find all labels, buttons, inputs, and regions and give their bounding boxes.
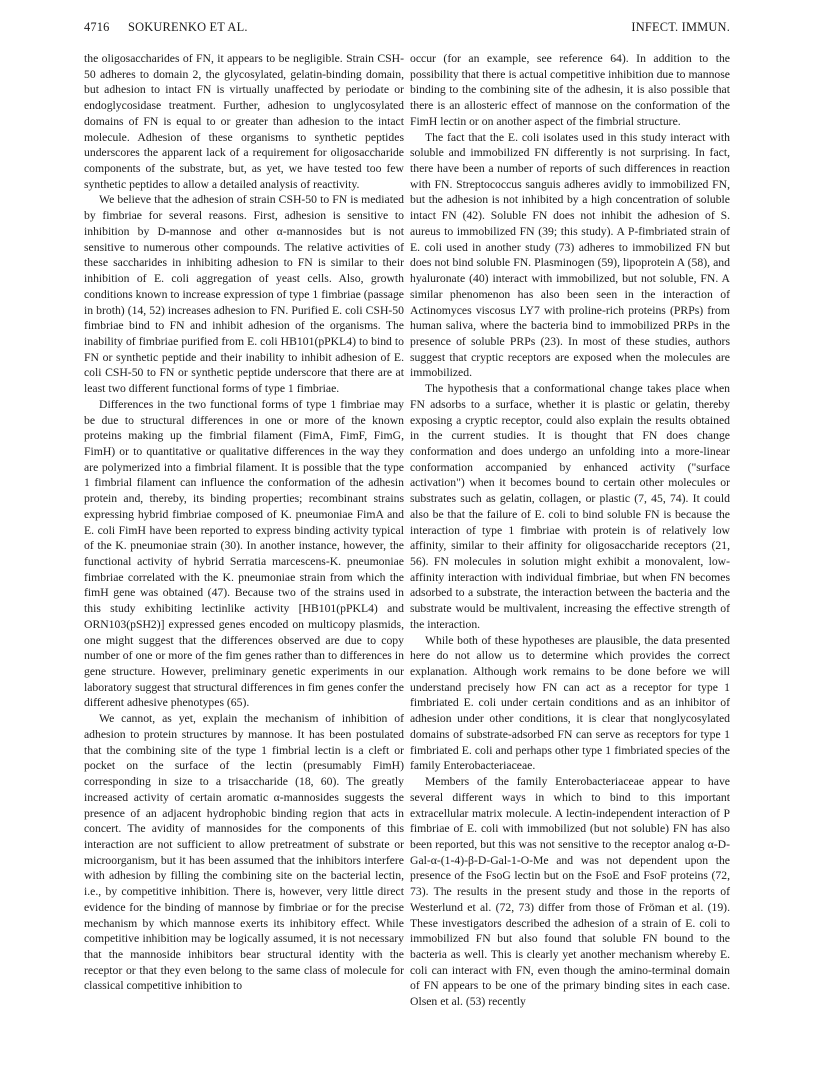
paragraph: occur (for an example, see reference 64). In addition to the possibility that there is actual competitive inhibition due to mannose binding to the combining site of the adhesin, it is also possible that there is an allosteric effect of mannose on the conformation of the FimH lectin or on another aspect of the fimbrial structure. xyxy=(410,52,730,128)
paragraph: We cannot, as yet, explain the mechanism of inhibition of adhesion to protein structures by mannose. It has been postulated that the combining site of the type 1 fimbrial lectin is a cleft or pocket on the surface of the lectin (presumably FimH) corresponding in size to a trisaccharide (18, 60). The greatly increased activity of certain aromatic α-mannosides suggests the presence of an adjacent hydrophobic binding region that acts in concert. The avidity of mannosides for the components of this interaction are not sufficient to allow pretreatment of substrate or microorganism, but it has been assumed that the inhibitors interfere with adhesion by filling the combining site on the bacterial lectin, i.e., by competitive inhibition. There is, however, very little direct evidence for the binding of mannose by fimbriae or for the precise mechanism by which mannose exerts its inhibitory effect. While competitive inhibition may be logically assumed, it is not necessary that the mannoside inhibitors bear structural identity with the receptor or that they even belong to the same class of molecule for classical competitive inhibition to xyxy=(84,712,404,993)
paragraph: The hypothesis that a conformational change takes place when FN adsorbs to a surface, whether it is plastic or gelatin, thereby exposing a cryptic receptor, could also explain the results obtained in the current studies. It is thought that FN does change conformation and does undergo an unfolding into a more-linear conformation accompanied by enhanced activity ("surface activation") when it becomes bound to certain other molecules or substrates such as gelatin, collagen, or plastic (7, 45, 74). It could also be that the failure of E. coli to bind soluble FN is because the interaction of type 1 fimbriae with protein is of relatively low affinity, similar to their affinity for oligosaccharide receptors (21, 56). FN molecules in solution might exhibit a monovalent, low-affinity interaction with individual fimbriae, but when FN becomes adsorbed to a substrate, the interaction between the bacteria and the substrate would be multivalent, increasing the effective strength of the interaction. xyxy=(410,382,730,631)
journal-name: INFECT. IMMUN. xyxy=(631,20,730,34)
running-header xyxy=(84,20,730,40)
paragraph: Members of the family Enterobacteriaceae appear to have several different ways in which to bind to this important extracellular matrix molecule. A lectin-independent interaction of P fimbriae of E. coli with immobilized (but not soluble) FN has also been reported, but this was not sensitive to the receptor analog α-D-Gal-α-(1-4)-β-D-Gal-1-O-Me and was not dependent upon the presence of the FsoG lectin but on the FsoE and FsoF proteins (72, 73). The results in the present study and those in the reports of Westerlund et al. (72, 73) differ from those of Fröman et al. (19). These investigators described the adhesion of a strain of E. coli to immobilized FN but also found that soluble FN bound to the bacteria as well. This is clearly yet another mechanism whereby E. coli can interact with FN, even though the amino-terminal domain of FN appears to be one of the primary binding sites in each case. Olsen et al. (53) recently xyxy=(410,775,730,1009)
page-number: 4716 xyxy=(84,20,110,34)
paragraph: the oligosaccharides of FN, it appears to be negligible. Strain CSH-50 adheres to domain 2, the glycosylated, gelatin-binding domain, but adhesion to intact FN is virtually unaffected by periodate or endoglycosidase treatment. Further, adhesion to unglycosylated domains of FN is equal to or greater than adhesion to the intact molecule. Adhesion of these organisms to synthetic peptides underscores the apparent lack of a requirement for oligosaccharide components of the substrate, but, as yet, we have tested too few synthetic peptides to allow a detailed analysis of reactivity. xyxy=(84,52,404,191)
right-column xyxy=(410,51,730,1010)
running-authors: SOKURENKO ET AL. xyxy=(128,20,248,34)
paragraph: Differences in the two functional forms of type 1 fimbriae may be due to structural differences in one or more of the known proteins making up the fimbrial filament (FimA, FimF, FimG, FimH) or to quantitative or qualitative differences in the way they are polymerized into a fimbrial filament. It is possible that the type 1 fimbrial filament can influence the conformation of the adhesin protein and, thereby, its binding properties; recombinant strains expressing hybrid fimbriae composed of K. pneumoniae FimA and E. coli FimH have been reported to express binding activity typical of the K. pneumoniae strain (30). In another instance, however, the functional activity of hybrid Serratia marcescens-K. pneumoniae fimbriae correlated with the K. pneumoniae strain from which the fimH gene was obtained (47). Because two of the strains used in this study exhibiting lectinlike activity [HB101(pPKL4) and ORN103(pSH2)] expressed genes encoded on multicopy plasmids, one might suggest that the differences observed are due to copy number of one or more of the fim genes rather than to differences in gene structure. However, preliminary genetic experiments in our laboratory suggest that structural differences in fim genes confer the different adhesive phenotypes (65). xyxy=(84,397,404,710)
paragraph: While both of these hypotheses are plausible, the data presented here do not allow us to determine which provides the correct explanation. Although work remains to be done before we will understand precisely how FN can act as a receptor for type 1 fimbriated E. coli under certain conditions and as an inhibitor of adhesion under other conditions, it is clear that nonglycosylated domains of substrate-adsorbed FN can serve as receptors for type 1 fimbriated E. coli and perhaps other type 1 fimbriated species of the family Enterobacteriaceae. xyxy=(410,633,730,773)
left-column xyxy=(84,51,404,994)
paragraph: We believe that the adhesion of strain CSH-50 to FN is mediated by fimbriae for several reasons. First, adhesion is sensitive to inhibition by D-mannose and other α-mannosides but is not sensitive to numerous other compounds. The relative activities of these saccharides in inhibiting adhesion to FN is similar to their inhibition of E. coli aggregation of yeast cells. Also, growth conditions known to increase expression of type 1 fimbriae (passage in broth) (14, 52) increases adhesion to FN. Purified E. coli CSH-50 fimbriae bind to FN and inhibit adhesion of the organisms. The inability of fimbriae purified from E. coli HB101(pPKL4) to bind to FN or synthetic peptide and their inability to inhibit adhesion of E. coli CSH-50 to FN or synthetic peptide underscore that there are at least two different functional forms of type 1 fimbriae. xyxy=(84,193,404,396)
paragraph: The fact that the E. coli isolates used in this study interact with soluble and immobilized FN differently is not surprising. In fact, there have been a number of reports of such differences in reaction with FN. Streptococcus sanguis adheres avidly to immobilized FN, but the adhesion is not inhibited by a high concentration of soluble intact FN (42). Soluble FN does not inhibit the adhesion of S. aureus to immobilized FN (39; this study). A P-fimbriated strain of E. coli used in another study (73) adheres to immobilized FN but does not bind soluble FN. Plasminogen (59), lipoprotein A (58), and hyaluronate (40) interact with immobilized, but not soluble, FN. A similar phenomenon has also been seen in the interaction of Actinomyces viscosus LY7 with proline-rich proteins (PRPs) from human saliva, where the bacteria bind to immobilized PRPs in the presence of soluble PRPs (23). In most of these studies, authors suggest that cryptic receptors are exposed when the molecules are immobilized. xyxy=(410,130,730,380)
